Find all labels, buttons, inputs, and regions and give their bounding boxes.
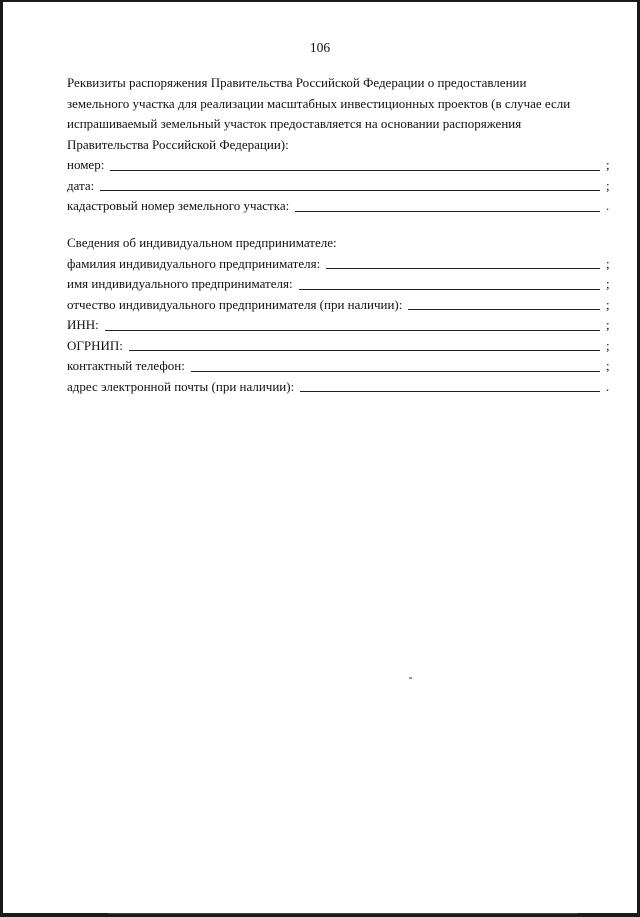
fill-in-line <box>105 329 600 331</box>
field-phone <box>67 356 612 377</box>
field-label: номер: <box>67 157 105 172</box>
field-last-name <box>67 254 612 275</box>
field-terminator: ; <box>606 177 610 193</box>
field-terminator: ; <box>606 337 610 353</box>
fill-in-line <box>129 349 600 351</box>
field-label: ОГРНИП: <box>67 337 123 353</box>
field-inn <box>67 315 612 336</box>
intro-line: земельного участка для реализации масштабных инвестиционных проектов (в случае если <box>67 95 571 111</box>
scan-speck <box>409 677 412 679</box>
field-label: фамилия индивидуального предпринимателя: <box>67 255 321 271</box>
fill-in-line <box>191 370 600 372</box>
field-first-name <box>67 274 612 295</box>
field-label: контактный телефон: <box>67 358 185 373</box>
field-date <box>67 176 612 197</box>
fill-in-line <box>326 267 600 269</box>
field-number <box>67 155 612 176</box>
fill-in-line <box>295 210 600 212</box>
page-number: 106 <box>309 40 331 55</box>
entrepreneur-details-section <box>67 233 612 397</box>
field-terminator: . <box>606 378 610 394</box>
fill-in-line <box>408 308 600 310</box>
field-terminator: ; <box>606 317 610 332</box>
fill-in-line <box>100 189 600 191</box>
section-heading: Сведения об индивидуальном предпринимателе: <box>67 235 337 250</box>
intro-line: испрашиваемый земельный участок предоставляется на основании распоряжения <box>67 116 522 131</box>
field-terminator: . <box>606 198 610 213</box>
field-label: отчество индивидуального предпринимателя (при наличии): <box>67 296 403 312</box>
land-details-section <box>67 73 612 217</box>
field-label: дата: <box>67 177 95 193</box>
field-terminator: ; <box>606 157 610 172</box>
scan-bottom-rule <box>108 913 578 914</box>
field-terminator: ; <box>606 276 610 291</box>
field-cadastral-number <box>67 196 612 217</box>
fill-in-line <box>300 390 600 392</box>
scan-border-top <box>0 0 640 2</box>
scan-border-left <box>0 0 3 917</box>
field-patronymic <box>67 295 612 316</box>
field-label: имя индивидуального предпринимателя: <box>67 276 293 291</box>
fill-in-line <box>110 169 600 171</box>
field-terminator: ; <box>606 358 610 373</box>
field-ogrnip <box>67 336 612 357</box>
intro-line: Реквизиты распоряжения Правительства Российской Федерации о предоставлении <box>67 75 527 90</box>
field-label: кадастровый номер земельного участка: <box>67 198 290 213</box>
field-label: адрес электронной почты (при наличии): <box>67 378 295 394</box>
field-terminator: ; <box>606 255 610 271</box>
field-terminator: ; <box>606 296 610 312</box>
fill-in-line <box>299 288 600 290</box>
land-section-intro <box>67 73 612 155</box>
field-label: ИНН: <box>67 317 99 332</box>
field-email <box>67 377 612 398</box>
intro-line: Правительства Российской Федерации): <box>67 136 289 152</box>
